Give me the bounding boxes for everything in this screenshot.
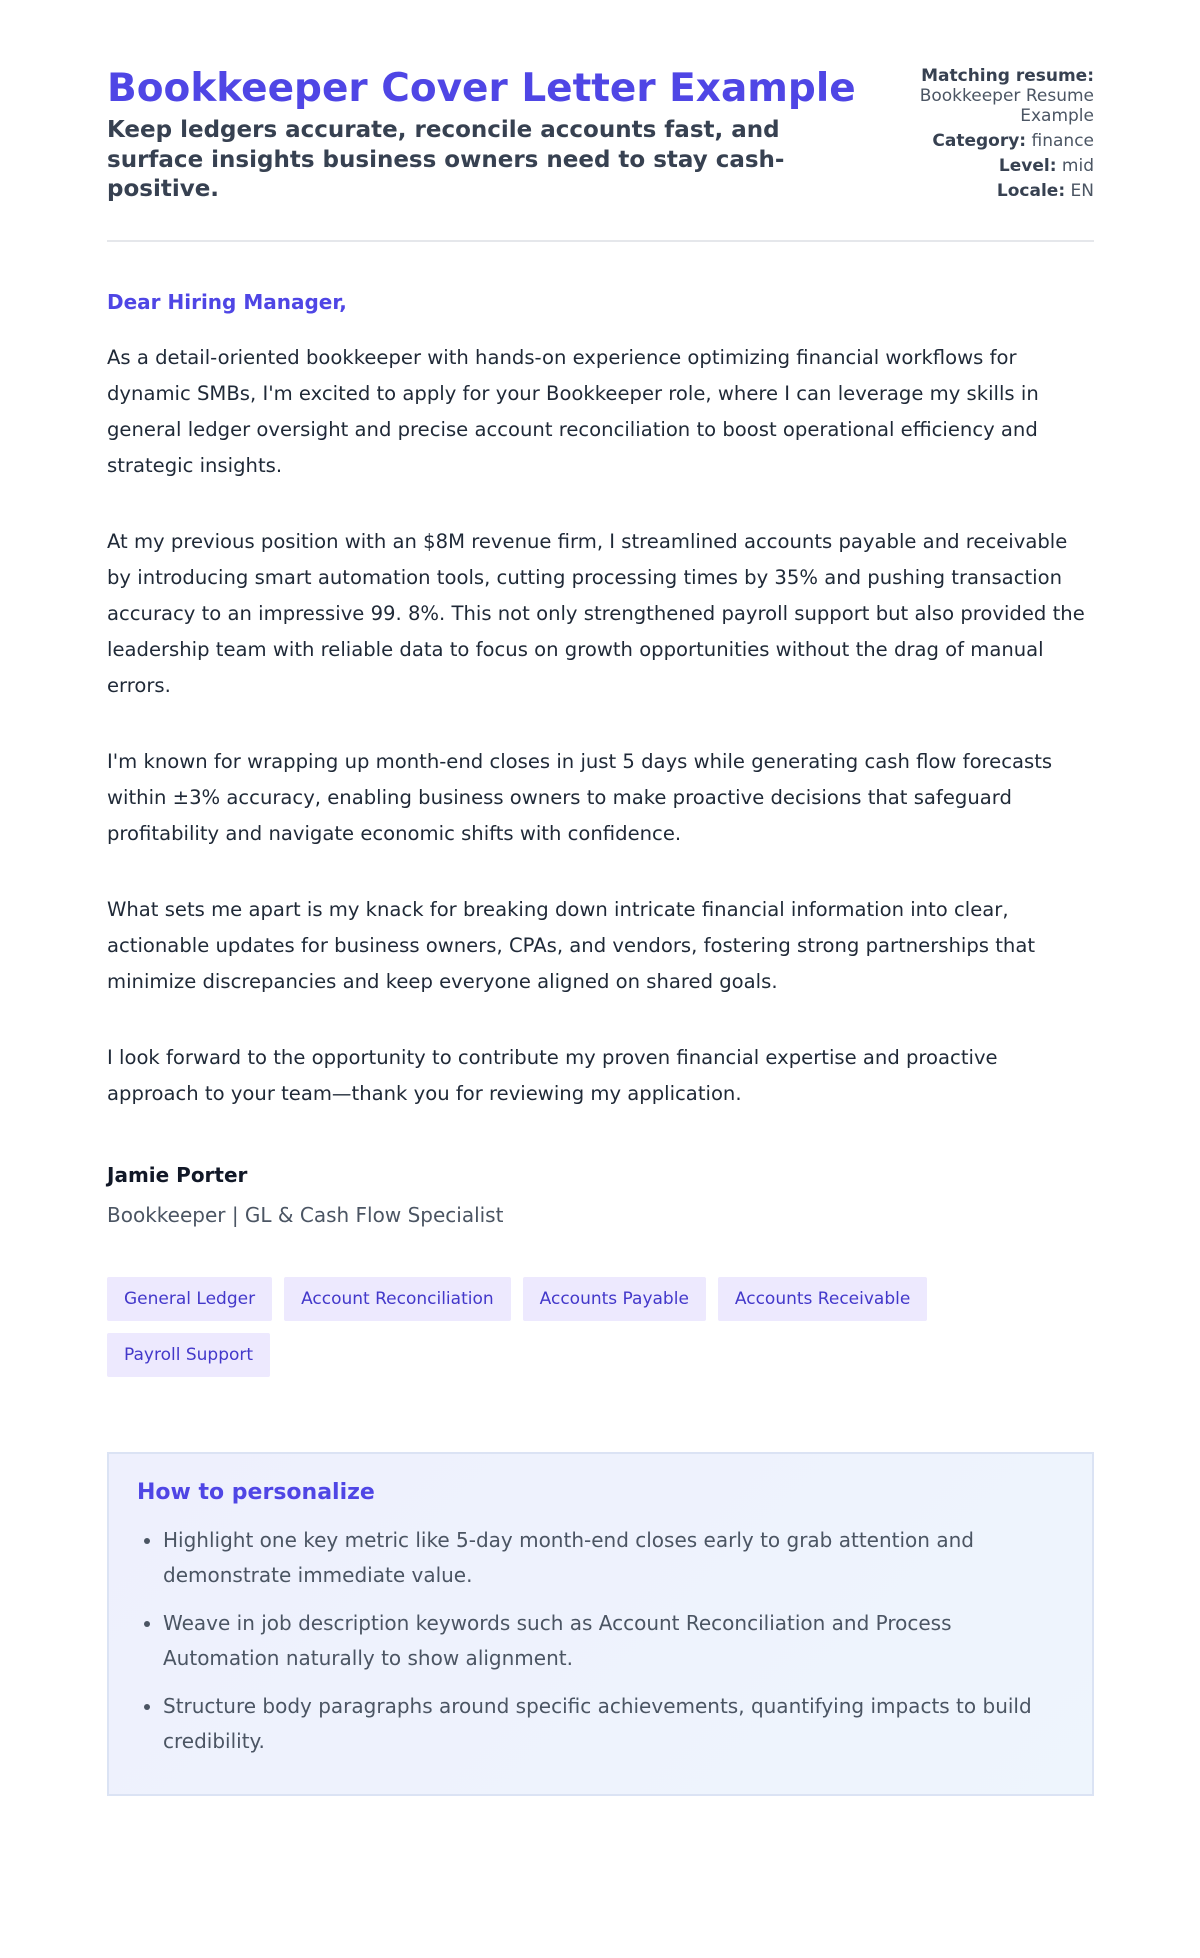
cover-letter-page — [107, 0, 1094, 1796]
meta-label: Matching resume: — [921, 66, 1094, 86]
skill-tag: Accounts Payable — [523, 1277, 706, 1321]
skill-tag: Payroll Support — [107, 1333, 270, 1377]
tips-heading: How to personalize — [137, 1480, 375, 1505]
tip-item: • Highlight one key metric like 5-day month-end closes early to grab attention and demonstrate immediate value. — [163, 1523, 1064, 1593]
header-text — [107, 66, 867, 206]
skill-tag: Account Reconciliation — [284, 1277, 511, 1321]
meta-category — [894, 131, 1094, 151]
letter-greeting: Dear Hiring Manager, — [107, 290, 347, 314]
page-subtitle: Keep ledgers accurate, reconcile accounts fast, and surface insights business owners need to stay cash-positive. — [107, 117, 785, 202]
tip-item: • Weave in job description keywords such as Account Reconciliation and Process Automation naturally to show alignment. — [163, 1606, 1064, 1676]
meta-label: Category: — [932, 131, 1027, 151]
skill-tag: General Ledger — [107, 1277, 272, 1321]
letter-paragraph: As a detail-oriented bookkeeper with hands-on experience optimizing financial workflows for dynamic SMBs, I'm excited to apply for your Bookkeeper role, where I can leverage my skills in general ledger oversight and precise account reconciliation to boost operational efficiency and strategic insights. — [107, 346, 1039, 477]
letter-body — [107, 340, 1094, 1112]
meta-label: Locale: — [996, 181, 1066, 201]
tip-item: • Structure body paragraphs around specific achievements, quantifying impacts to build credibility. — [163, 1689, 1064, 1759]
page-title: Bookkeeper Cover Letter Example — [107, 66, 856, 111]
header-divider — [107, 240, 1094, 242]
meta-value: finance — [1031, 131, 1094, 151]
letter-paragraph: What sets me apart is my knack for breaking down intricate financial information into clear, actionable updates for business owners, CPAs, and vendors, fostering strong partnerships that minimize discrepancies and keep everyone aligned on shared goals. — [107, 898, 1036, 993]
meta-matching-resume — [894, 66, 1094, 126]
meta-value: EN — [1070, 181, 1094, 201]
meta-level — [894, 156, 1094, 176]
skill-tag: Accounts Receivable — [718, 1277, 927, 1321]
meta-label: Level: — [998, 156, 1057, 176]
personalize-tips-box — [107, 1452, 1094, 1796]
letter-paragraph: I look forward to the opportunity to contribute my proven financial expertise and proactive approach to your team—thank you for reviewing my application. — [107, 1046, 998, 1105]
signature-name: Jamie Porter — [107, 1163, 248, 1187]
meta-value: Bookkeeper Resume Example — [919, 86, 1094, 126]
meta-locale — [894, 181, 1094, 201]
meta-panel — [894, 66, 1094, 206]
skill-tags — [107, 1277, 987, 1377]
letter-paragraph: I'm known for wrapping up month-end closes in just 5 days while generating cash flow forecasts within ±3% accuracy, enabling business owners to make proactive decisions that safeguard profitability and navigate economic shifts with confidence. — [107, 750, 1053, 845]
meta-value: mid — [1061, 156, 1094, 176]
signature-title: Bookkeeper | GL & Cash Flow Specialist — [107, 1203, 504, 1227]
page-header — [107, 0, 1094, 206]
tips-list — [137, 1523, 1064, 1759]
letter-paragraph: At my previous position with an $8M revenue firm, I streamlined accounts payable and receivable by introducing smart automation tools, cutting processing times by 35% and pushing transaction accuracy to an impressive 99. 8%. This not only strengthened payroll support but also provided the leadership team with reliable data to focus on growth opportunities without the drag of manual errors. — [107, 530, 1085, 697]
